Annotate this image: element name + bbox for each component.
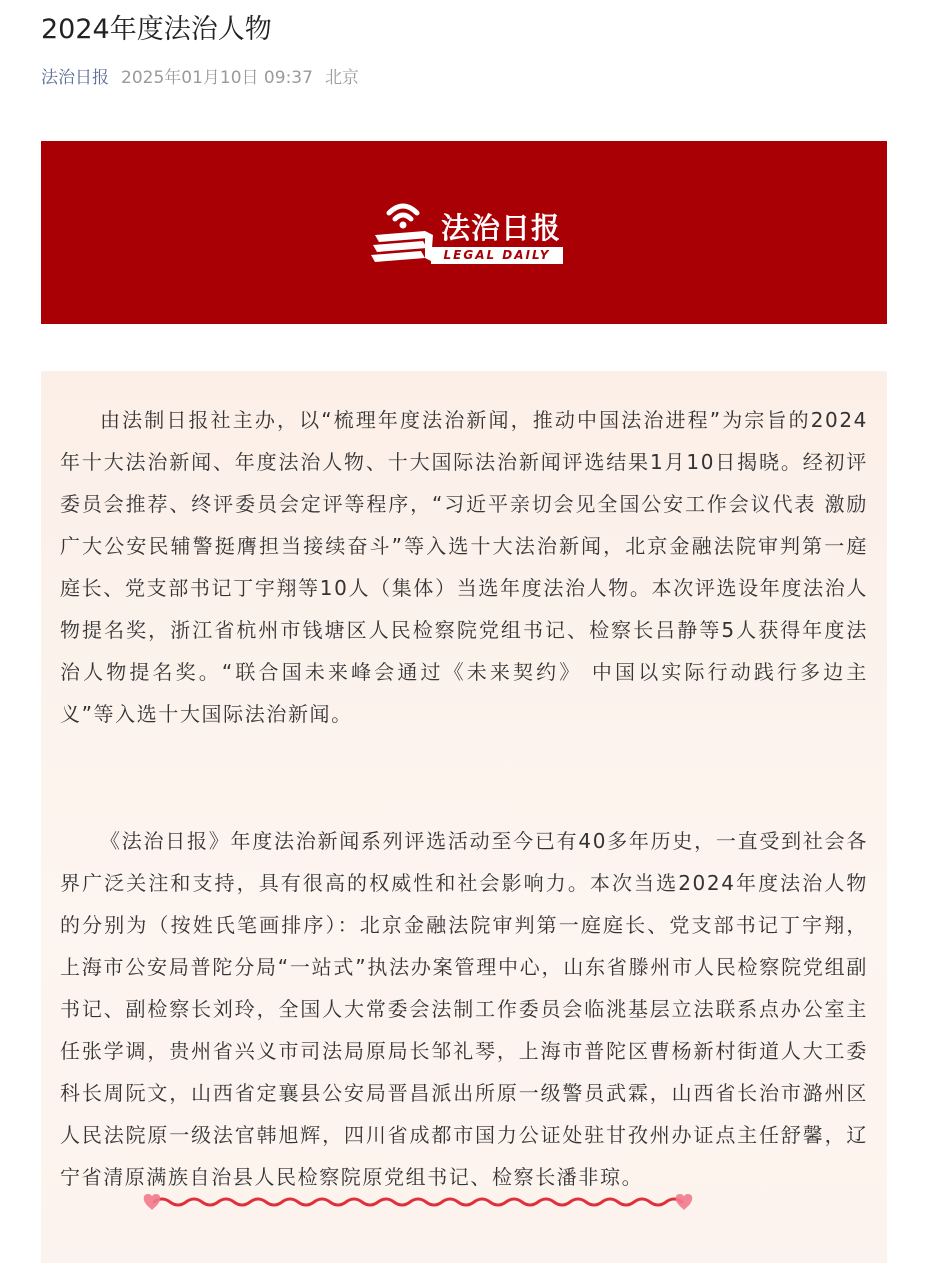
paragraph-intro: 由法制日报社主办，以“梳理年度法治新闻，推动中国法治进程”为宗旨的2024年十大法治新闻、年度法治人物、十大国际法治新闻评选结果1月10日揭晓。经初评委员会推荐、终评委员会定评等程序，“习近平亲切会见全国公安工作会议代表 激励广大公安民辅警挺膺担当接续奋斗”等入选十大法治新闻，北京金融法院审判第一庭庭长、党支部书记丁宇翔等10人（集体）当选年度法治人物。本次评选设年度法治人物提名奖，浙江省杭州市钱塘区人民检察院党组书记、检察长吕静等5人获得年度法治人物提名奖。“联合国未来峰会通过《未来契约》 中国以实际行动践行多边主义”等入选十大国际法治新闻。 (60, 408, 868, 726)
header-banner (41, 141, 887, 324)
heart-right-icon (676, 1194, 693, 1210)
wavy-underline-decoration (140, 1186, 696, 1216)
heart-left-icon (144, 1194, 161, 1210)
highlighted-winner: 四川省成都市国力公证处驻甘孜州办证点主任舒馨 (343, 1123, 825, 1147)
paragraph-winners-text-a: 《法治日报》年度法治新闻系列评选活动至今已有40多年历史，一直受到社会各界广泛关注和支持，具有很高的权威性和社会影响力。本次当选2024年度法治人物的分别为（按姓氏笔画排序）：北京金融法院审判第一庭庭长、党支部书记丁宇翔，上海市公安局普陀分局“一站式”执法办案管理中心，山东省滕州市人民检察院党组副书记、副检察长刘玲，全国人大常委会法制工作委员会临洮基层立法联系点办公室主任张学调，贵州省兴义市司法局原局长邹礼琴，上海市普陀区曹杨新村街道人大工委科长周阮文，山西省定襄县公安局晋昌派出所原一级警员武霖，山西省长治市潞州区人民法院原一级法官韩旭辉， (60, 829, 868, 1147)
article-meta (41, 64, 359, 92)
logo-chinese-text: 法治日报 (441, 211, 562, 245)
article-body (41, 371, 887, 1263)
legal-daily-logo (367, 189, 567, 271)
article-title: 2024年度法治人物 (41, 14, 272, 45)
paragraph-winners-text-b: ，辽宁省清原满族自治县人民检察院原党组书记、检察长潘非琼。 (60, 1123, 869, 1189)
source-link[interactable]: 法治日报 (41, 68, 109, 88)
publish-location: 北京 (324, 68, 359, 88)
publish-date: 2025年01月10日 09:37 (121, 68, 313, 88)
logo-english-text: LEGAL DAILY (431, 247, 563, 264)
newspaper-stack-icon (367, 191, 439, 271)
paragraph-winners (60, 820, 868, 1198)
